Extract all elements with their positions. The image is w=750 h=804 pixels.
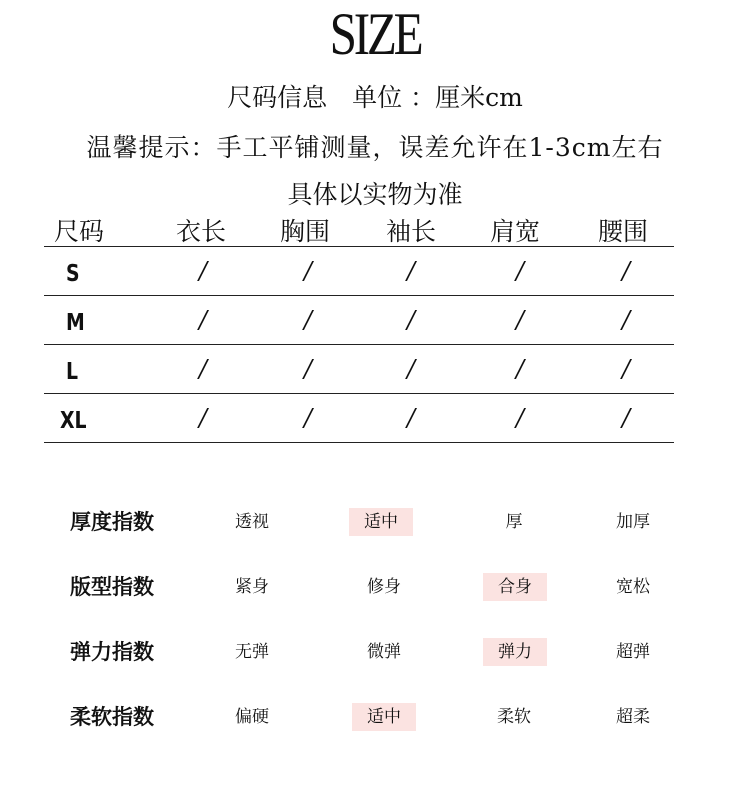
header-sleeve: 袖长 (386, 217, 437, 246)
index-label: 弹力指数 (70, 640, 154, 664)
index-option: 宽松 (616, 577, 650, 597)
index-option: 超柔 (616, 707, 650, 727)
index-row-elasticity (0, 630, 750, 670)
table-cell: / (407, 404, 416, 432)
table-row (44, 394, 674, 443)
measurement-tip: 温馨提示：手工平铺测量，误差允许在1-3cm左右 (86, 133, 664, 162)
table-row (44, 345, 674, 394)
index-option: 超弹 (616, 642, 650, 662)
index-row-softness (0, 695, 750, 735)
index-option: 厚 (505, 512, 523, 532)
size-label: S (66, 261, 80, 287)
table-row (44, 247, 674, 296)
table-cell: / (199, 257, 208, 285)
index-option: 修身 (367, 577, 401, 597)
index-option: 柔软 (497, 707, 531, 727)
size-label: L (66, 359, 79, 385)
measurement-tip-note: 具体以实物为准 (287, 180, 463, 209)
index-option: 适中 (349, 508, 413, 536)
index-option: 加厚 (616, 512, 650, 532)
index-row-thickness (0, 500, 750, 540)
table-cell: / (516, 355, 525, 383)
index-option: 紧身 (235, 577, 269, 597)
index-option: 微弹 (367, 642, 401, 662)
index-option: 适中 (352, 703, 416, 731)
size-table-header (44, 210, 674, 247)
index-label: 版型指数 (70, 575, 154, 599)
table-cell: / (407, 355, 416, 383)
index-label: 厚度指数 (70, 510, 154, 534)
size-label: XL (60, 408, 87, 434)
table-row (44, 296, 674, 345)
table-cell: / (304, 404, 313, 432)
index-option: 偏硬 (235, 707, 269, 727)
table-cell: / (622, 257, 631, 285)
size-title: SIZE (329, 1, 421, 67)
table-cell: / (304, 306, 313, 334)
table-cell: / (199, 404, 208, 432)
table-cell: / (516, 306, 525, 334)
header-waist: 腰围 (598, 217, 649, 246)
header-length: 衣长 (176, 217, 227, 246)
table-cell: / (304, 355, 313, 383)
table-cell: / (407, 306, 416, 334)
header-size: 尺码 (54, 217, 105, 246)
table-cell: / (407, 257, 416, 285)
size-label: M (66, 310, 85, 336)
index-row-fit (0, 565, 750, 605)
table-cell: / (516, 257, 525, 285)
table-cell: / (622, 355, 631, 383)
table-cell: / (622, 306, 631, 334)
table-cell: / (199, 306, 208, 334)
header-chest: 胸围 (280, 217, 331, 246)
header-shoulder: 肩宽 (490, 217, 541, 246)
size-info-unit: 尺码信息 单位 ：厘米cm (227, 83, 523, 112)
index-option: 无弹 (235, 642, 269, 662)
table-cell: / (622, 404, 631, 432)
index-option: 合身 (483, 573, 547, 601)
table-cell: / (516, 404, 525, 432)
table-cell: / (304, 257, 313, 285)
index-option: 透视 (235, 512, 269, 532)
index-option: 弹力 (483, 638, 547, 666)
size-table (44, 210, 674, 443)
index-label: 柔软指数 (70, 705, 154, 729)
table-cell: / (199, 355, 208, 383)
